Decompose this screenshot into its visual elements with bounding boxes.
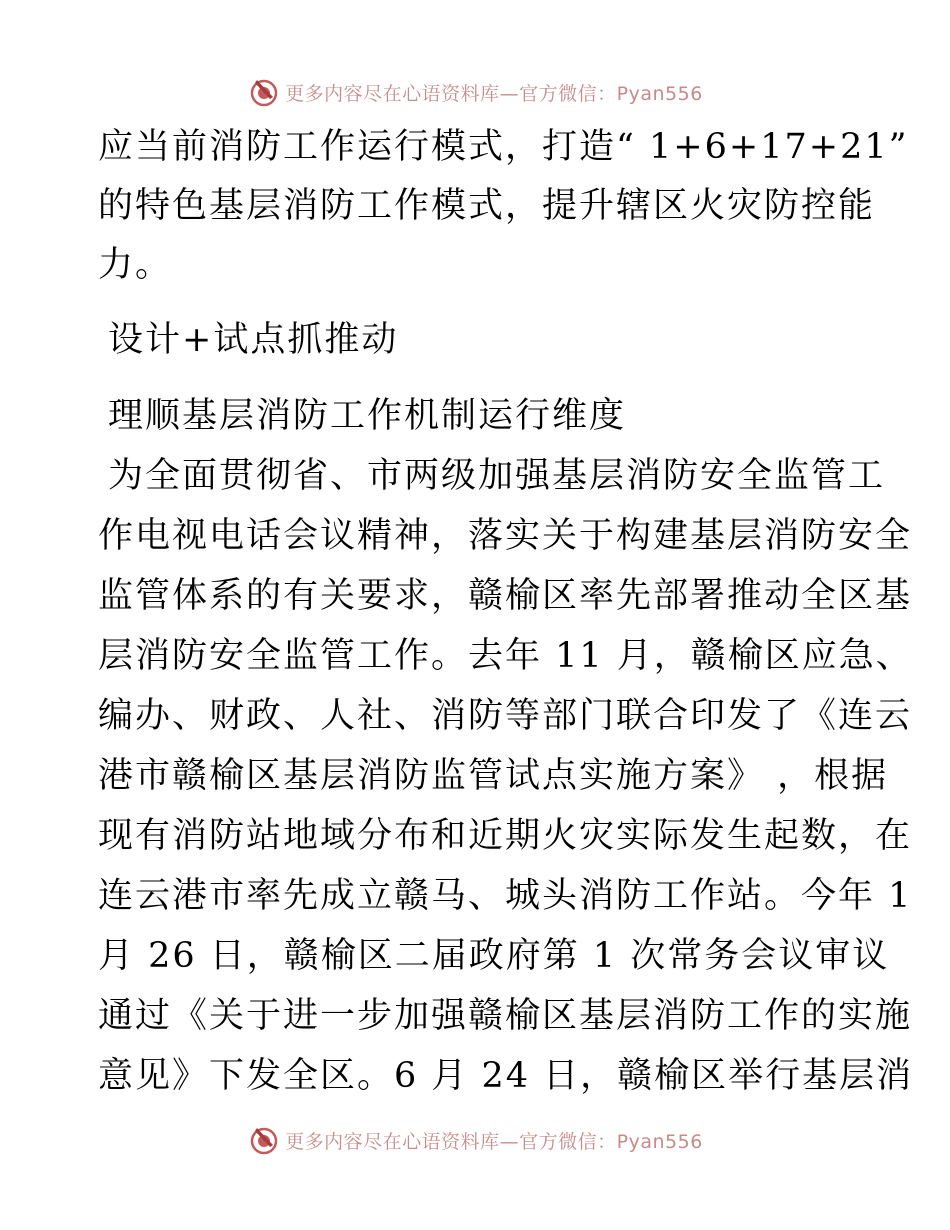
text-line: 连云港市率先成立赣马、城头消防工作站。今年 1 (98, 876, 913, 916)
watermark-text: 更多内容尽在心语资料库—官方微信：Pyan556 (285, 82, 703, 105)
text-line: 层消防安全监管工作。去年 11 月，赣榆区应急、 (98, 636, 913, 676)
text-line: 作电视电话会议精神，落实关于构建基层消防安全 (98, 516, 913, 556)
text-line: 力。 (98, 245, 173, 285)
paragraph-main (98, 454, 914, 1114)
text-line: 通过《关于进一步加强赣榆区基层消防工作的实施 (98, 996, 913, 1036)
text-line: 应当前消防工作运行模式，打造“ 1+6+17+21” (98, 127, 909, 167)
text-line: 为全面贯彻省、市两级加强基层消防安全监管工 (108, 456, 886, 496)
text-line: 港市赣榆区基层消防监管试点实施方案》 ，根据 (98, 756, 889, 796)
watermark-header (0, 72, 950, 112)
text-line: 监管体系的有关要求，赣榆区率先部署推动全区基 (98, 576, 913, 616)
text-line: 编办、财政、人社、消防等部门联合印发了《连云 (98, 696, 913, 736)
text-line: 月 26 日，赣榆区二届政府第 1 次常务会议审议 (98, 936, 890, 976)
watermark-text: 更多内容尽在心语资料库—官方微信：Pyan556 (285, 1130, 703, 1153)
text-line: 的特色基层消防工作模式，提升辖区火灾防控能 (98, 186, 876, 226)
section-subheading: 理顺基层消防工作机制运行维度 (108, 396, 627, 436)
document-body (98, 125, 914, 1114)
section-heading: 设计+试点抓推动 (108, 320, 399, 360)
quill-seal-icon (247, 75, 281, 109)
text-line: 现有消防站地域分布和近期火灾实际发生起数，在 (98, 816, 913, 856)
paragraph-intro (98, 125, 909, 302)
section-headings (98, 302, 858, 454)
text-line: 意见》下发全区。6 月 24 日，赣榆区举行基层消 (98, 1056, 914, 1096)
watermark-footer (0, 1120, 950, 1160)
quill-seal-icon (247, 1123, 281, 1157)
